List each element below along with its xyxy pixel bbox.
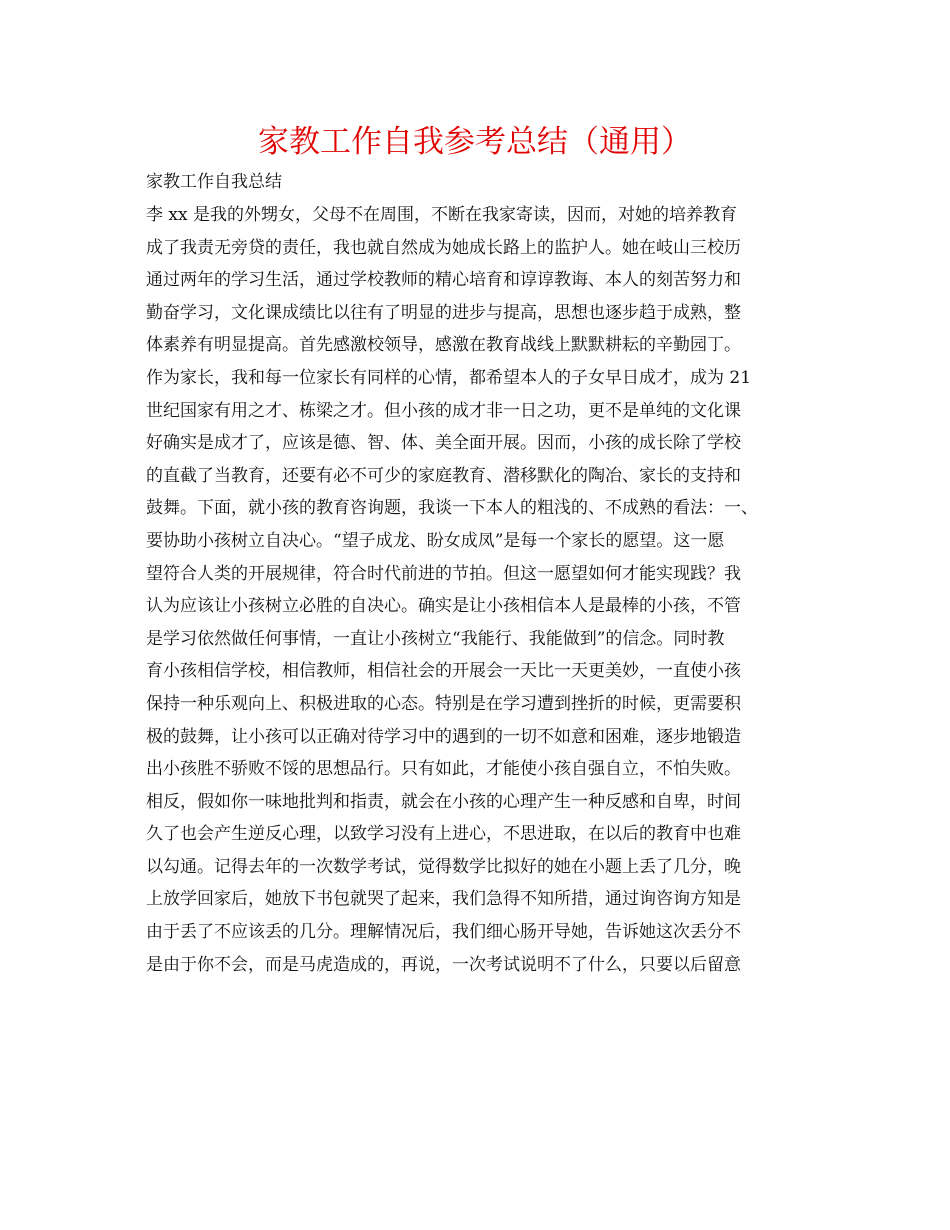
body-line: 是学习依然做任何事情，一直让小孩树立“我能行、我能做到”的信念。同时教 xyxy=(146,628,725,649)
body-line: 以勾通。记得去年的一次数学考试，觉得数学比拟好的她在小题上丢了几分，晚 xyxy=(146,856,741,877)
body-line: 育小孩相信学校，相信教师，相信社会的开展会一天比一天更美妙，一直使小孩 xyxy=(146,661,741,682)
body-line: 通过两年的学习生活，通过学校教师的精心培育和谆谆教诲、本人的刻苦努力和 xyxy=(146,270,741,291)
body-line: 认为应该让小孩树立必胜的自决心。确实是让小孩相信本人是最棒的小孩，不管 xyxy=(146,596,741,617)
body-line: 作为家长，我和每一位家长有同样的心情，都希望本人的子女早日成才，成为 21 xyxy=(146,367,752,388)
body-line: 鼓舞。下面，就小孩的教育咨询题，我谈一下本人的粗浅的、不成熟的看法：一、 xyxy=(146,498,758,519)
body-line: 是由于你不会，而是马虎造成的，再说，一次考试说明不了什么，只要以后留意 xyxy=(146,954,741,975)
body-line: 勤奋学习，文化课成绩比以往有了明显的进步与提高，思想也逐步趋于成熟，整 xyxy=(146,302,741,323)
document-body xyxy=(146,201,816,983)
body-line: 久了也会产生逆反心理，以致学习没有上进心，不思进取，在以后的教育中也难 xyxy=(146,824,741,845)
body-line: 体素养有明显提高。首先感激校领导，感激在教育战线上默默耕耘的辛勤园丁。 xyxy=(146,335,741,356)
body-line: 世纪国家有用之才、栋梁之才。但小孩的成才非一日之功，更不是单纯的文化课 xyxy=(146,400,741,421)
document-subtitle: 家教工作自我总结 xyxy=(146,172,282,192)
body-line: 要协助小孩树立自决心。“望子成龙、盼女成凤”是每一个家长的愿望。这一愿 xyxy=(146,530,725,551)
body-line: 由于丢了不应该丢的几分。理解情况后，我们细心肠开导她，告诉她这次丢分不 xyxy=(146,922,741,943)
body-line: 望符合人类的开展规律，符合时代前进的节拍。但这一愿望如何才能实现践？我 xyxy=(146,563,741,584)
document-title: 家教工作自我参考总结（通用） xyxy=(258,124,692,160)
body-line: 相反，假如你一味地批判和指责，就会在小孩的心理产生一种反感和自卑，时间 xyxy=(146,791,741,812)
body-line: 出小孩胜不骄败不馁的思想品行。只有如此，才能使小孩自强自立，不怕失败。 xyxy=(146,759,741,780)
body-line: 的直截了当教育，还要有必不可少的家庭教育、潜移默化的陶冶、家长的支持和 xyxy=(146,465,741,486)
body-line: 上放学回家后，她放下书包就哭了起来，我们急得不知所措，通过询咨询方知是 xyxy=(146,889,741,910)
body-line: 成了我责无旁贷的责任，我也就自然成为她成长路上的监护人。她在岐山三校历 xyxy=(146,237,741,258)
body-line: 李 xx 是我的外甥女，父母不在周围，不断在我家寄读，因而，对她的培养教育 xyxy=(146,205,737,225)
body-line: 极的鼓舞，让小孩可以正确对待学习中的遇到的一切不如意和困难，逐步地锻造 xyxy=(146,726,741,747)
body-line: 好确实是成才了，应该是德、智、体、美全面开展。因而，小孩的成长除了学校 xyxy=(146,433,741,454)
body-line: 保持一种乐观向上、积极进取的心态。特别是在学习遭到挫折的时候，更需要积 xyxy=(146,693,741,714)
